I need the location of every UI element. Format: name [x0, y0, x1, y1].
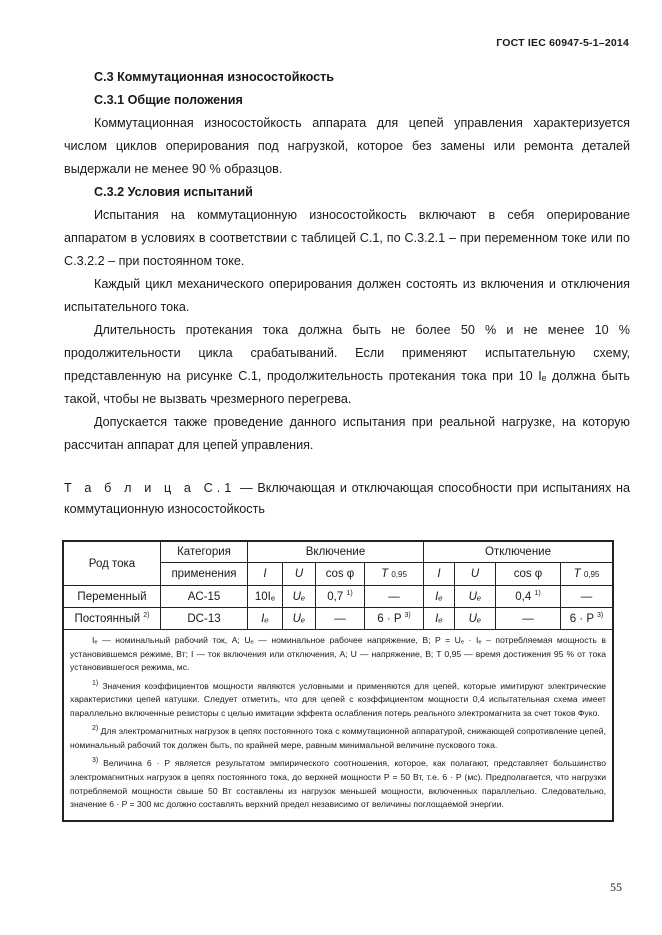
cell-category: DC-13	[161, 608, 248, 630]
section-title-c32: С.3.2 Условия испытаний	[94, 185, 253, 199]
cell-make-cos: 0,7 $^{1)}$	[316, 586, 365, 608]
header-break: Отключение	[424, 541, 614, 563]
table-row	[63, 608, 613, 630]
table-caption	[64, 478, 630, 520]
cell-break-I: Iₑ	[424, 586, 455, 608]
table-notes-row	[63, 630, 613, 821]
cell-break-I: Iₑ	[424, 608, 455, 630]
header-category-line2: применения	[161, 563, 248, 586]
paragraph: Допускается также проведение данного испытания при реальной нагрузке, на которую рассчитан аппарат для цепей управления.	[64, 415, 630, 452]
table-c1	[62, 540, 614, 822]
cell-make-I: 10Iₑ	[248, 586, 283, 608]
sub-make-T: T 0,95	[365, 563, 424, 586]
note-definitions: Iₑ — номинальный рабочий ток, А; Uₑ — номинальное рабочее напряжение, В; P = Uₑ · Iₑ – потребляемая мощность в установившемся режиме, Вт; I — ток включения или отключения, А; U — напряжение, В; T 0,95 — время достижения 95 % от тока установившегося режима, мс.	[70, 635, 606, 673]
page-number: 55	[610, 880, 622, 894]
note-3: $^{3)}$ Величина 6 · P является результатом эмпирического соотношения, которое, как полагают, представляет большинство электромагнитных нагрузок в цепях постоянного тока, до верхней мощности P = 50 Вт, т.е. 6 · P (мс). Предполагается, что нагрузки потребляемой мощности свыше 50 Вт составлены из нагрузок меньшей мощности, включенных параллельно. Следовательно, значение 6 · P = 300 мс должно составлять верхний предел независимо от величины поглощаемой энергии.	[70, 757, 606, 810]
sub-break-U: U	[455, 563, 496, 586]
sub-make-U: U	[283, 563, 316, 586]
note-1: $^{1)}$ Значения коэффициентов мощности являются условными и применяются для цепей, которые имитируют электрические характеристики цепей катушки. Следует отметить, что для цепей с коэффициентом мощности 0,4 испытательная схема имеет параллельно включенные резисторы с целью имитации эффекта ослабления потерь реального электромагнита за счет токов Фуко.	[70, 679, 606, 718]
header-current-type: Род тока	[63, 541, 161, 586]
cell-make-T: 6 · P $^{3)}$	[365, 608, 424, 630]
cell-make-cos: —	[316, 608, 365, 630]
cell-make-T: —	[365, 586, 424, 608]
header-category-line1: Категория	[161, 541, 248, 563]
cell-current: Переменный	[63, 586, 161, 608]
cell-break-cos: 0,4 $^{1)}$	[496, 586, 561, 608]
cell-make-I: Iₑ	[248, 608, 283, 630]
cell-break-U: Uₑ	[455, 608, 496, 630]
table-row	[63, 586, 613, 608]
section-title-c31: С.3.1 Общие положения	[94, 93, 243, 107]
sub-break-T: T 0,95	[561, 563, 614, 586]
sub-break-I: I	[424, 563, 455, 586]
paragraph: Коммутационная износостойкость аппарата для цепей управления характеризуется числом циклов оперирования под нагрузкой, которое без замены или ремонта деталей выдержали не менее 90 % образцов.	[64, 116, 630, 176]
cell-break-U: Uₑ	[455, 586, 496, 608]
table-header-row	[63, 541, 613, 563]
paragraph: Длительность протекания тока должна быть не более 50 % и не менее 10 % продолжительности цикла срабатываний. Если применяют испытательную схему, представленную на рисунке С.1, продолжительность протекания тока при 10 Iₑ должна быть такой, чтобы не вызвать чрезмерного перегрева.	[64, 323, 630, 406]
cell-break-T: 6 · P $^{3)}$	[561, 608, 614, 630]
cell-category: AC-15	[161, 586, 248, 608]
table-caption-text: — Включающая и отключающая способности при испытаниях на коммутационную износостойкость	[64, 481, 630, 516]
document-header: ГОСТ IEC 60947-5-1–2014	[496, 37, 629, 49]
document-body	[64, 66, 630, 457]
sub-make-cos: cos φ	[316, 563, 365, 586]
paragraph: Каждый цикл механического оперирования должен состоять из включения и отключения испытательного тока.	[64, 277, 630, 314]
note-2: $^{2)}$ Для электромагнитных нагрузок в цепях постоянного тока с коммутационной аппаратурой, снижающей сопротивление цепей, номинальный рабочий ток должен быть, по крайней мере, равным минимальной величине пускового тока.	[70, 725, 606, 750]
sub-make-I: I	[248, 563, 283, 586]
section-title-c3: С.3 Коммутационная износостойкость	[94, 70, 335, 84]
header-make: Включение	[248, 541, 424, 563]
table-notes	[63, 630, 613, 821]
table-caption-label: Т а б л и ц а С.1	[64, 481, 236, 495]
cell-make-U: Uₑ	[283, 586, 316, 608]
cell-break-cos: —	[496, 608, 561, 630]
cell-make-U: Uₑ	[283, 608, 316, 630]
sub-break-cos: cos φ	[496, 563, 561, 586]
paragraph: Испытания на коммутационную износостойкость включают в себя оперирование аппаратом в условиях в соответствии с таблицей С.1, по С.3.2.1 – при переменном токе или по С.3.2.2 – при постоянном токе.	[64, 208, 630, 268]
cell-current: Постоянный $^{2)}$	[63, 608, 161, 630]
cell-break-T: —	[561, 586, 614, 608]
